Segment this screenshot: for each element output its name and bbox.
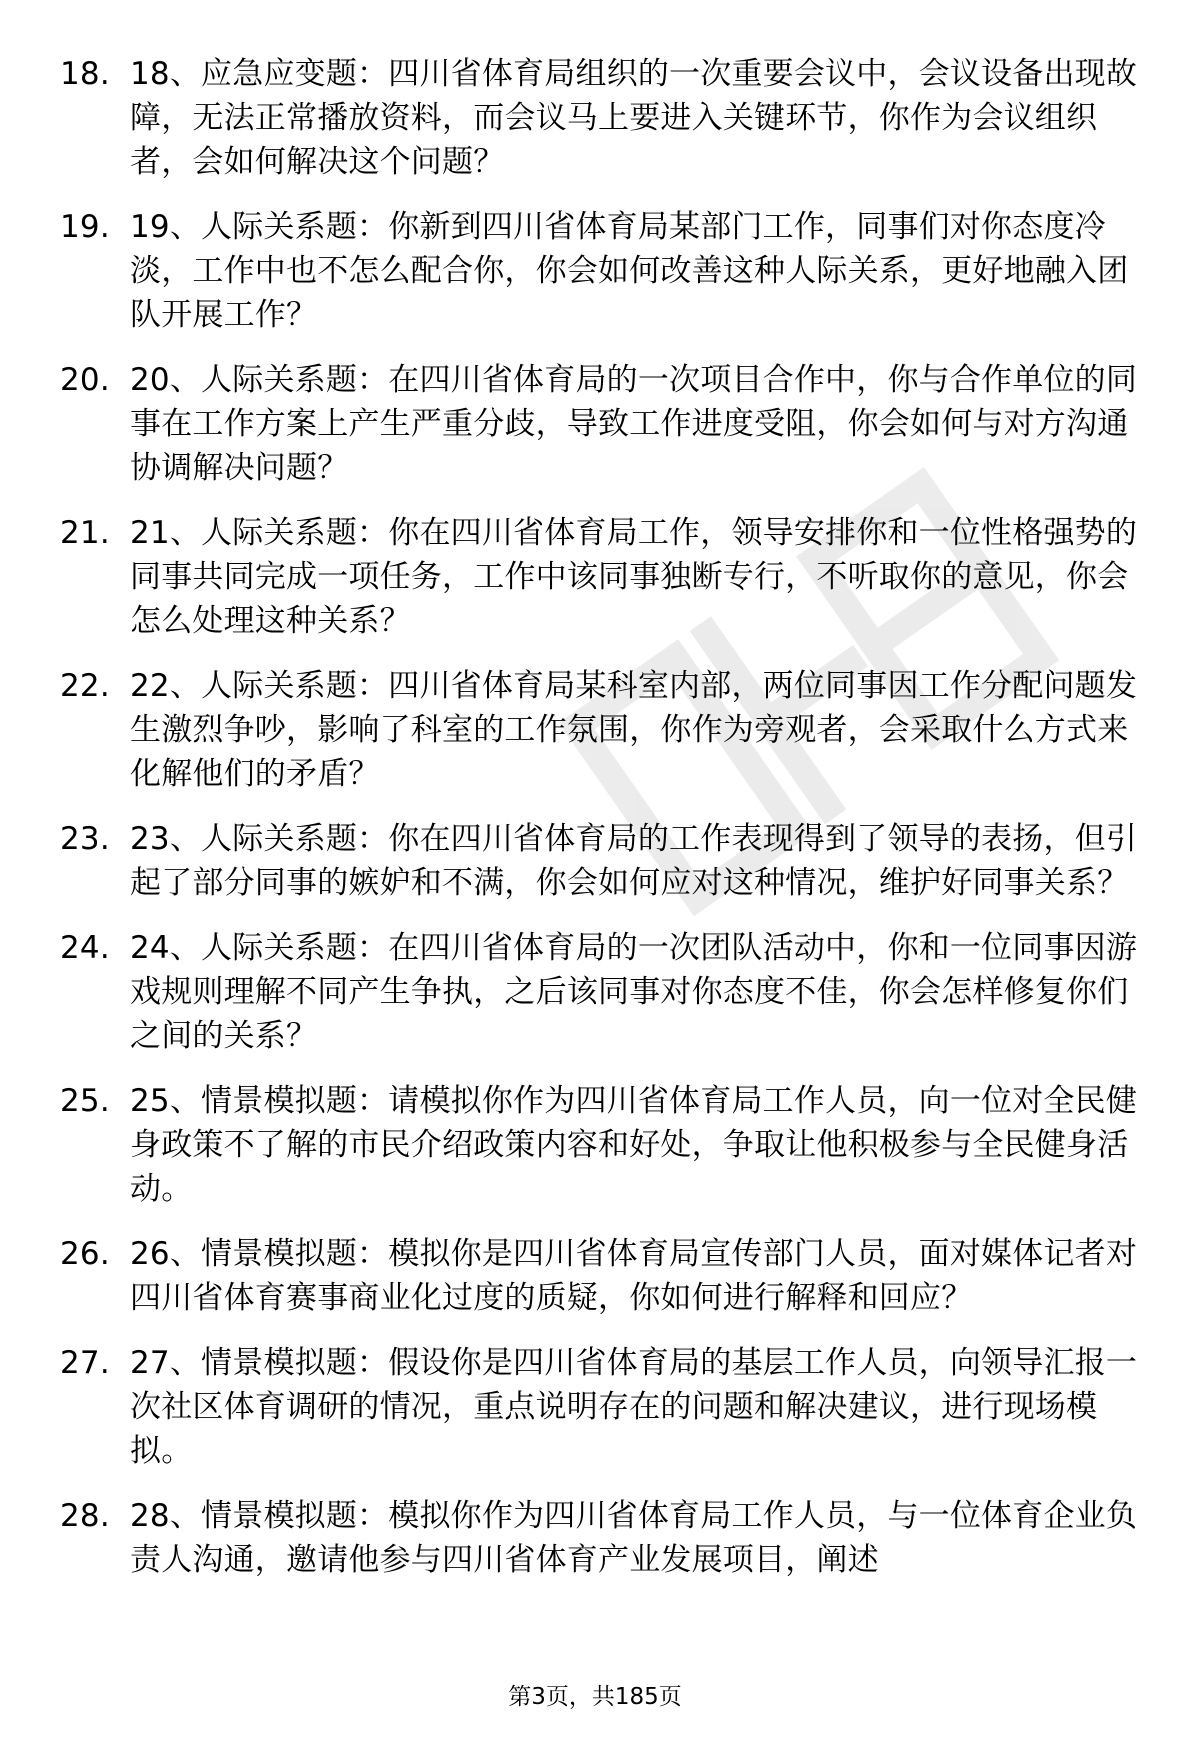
- question-text: 26、情景模拟题：模拟你是四川省体育局宣传部门人员，面对媒体记者对四川省体育赛事商业化过度的质疑，你如何进行解释和回应？: [130, 1236, 1138, 1316]
- question-text: 18、应急应变题：四川省体育局组织的一次重要会议中，会议设备出现故障，无法正常播放资料，而会议马上要进入关键环节，你作为会议组织者，会如何解决这个问题？: [130, 56, 1138, 180]
- question-number: 28.: [60, 1498, 110, 1534]
- question-text: 25、情景模拟题：请模拟你作为四川省体育局工作人员，向一位对全民健身政策不了解的市民介绍政策内容和好处，争取让他积极参与全民健身活动。: [130, 1083, 1138, 1207]
- question-text: 27、情景模拟题：假设你是四川省体育局的基层工作人员，向领导汇报一次社区体育调研的情况，重点说明存在的问题和解决建议，进行现场模拟。: [130, 1345, 1138, 1469]
- question-item: [60, 1494, 1150, 1582]
- question-text: 19、人际关系题：你新到四川省体育局某部门工作，同事们对你态度冷淡，工作中也不怎么配合你，你会如何改善这种人际关系，更好地融入团队开展工作？: [130, 209, 1129, 333]
- question-number: 27.: [60, 1345, 110, 1381]
- question-item: [60, 817, 1150, 905]
- question-item: [60, 358, 1150, 490]
- question-text: 20、人际关系题：在四川省体育局的一次项目合作中，你与合作单位的同事在工作方案上产生严重分歧，导致工作进度受阻，你会如何与对方沟通协调解决问题？: [130, 362, 1138, 486]
- question-text: 22、人际关系题：四川省体育局某科室内部，两位同事因工作分配问题发生激烈争吵，影响了科室的工作氛围，你作为旁观者，会采取什么方式来化解他们的矛盾？: [130, 668, 1138, 792]
- question-item: [60, 664, 1150, 796]
- question-number: 25.: [60, 1083, 110, 1119]
- question-item: [60, 205, 1150, 337]
- question-number: 22.: [60, 668, 110, 704]
- question-text: 21、人际关系题：你在四川省体育局工作，领导安排你和一位性格强势的同事共同完成一项任务，工作中该同事独断专行，不听取你的意见，你会怎么处理这种关系？: [130, 515, 1138, 639]
- question-text: 28、情景模拟题：模拟你作为四川省体育局工作人员，与一位体育企业负责人沟通，邀请他参与四川省体育产业发展项目，阐述: [130, 1498, 1138, 1578]
- question-item: [60, 926, 1150, 1058]
- question-number: 19.: [60, 209, 110, 245]
- question-number: 21.: [60, 515, 110, 551]
- question-text: 24、人际关系题：在四川省体育局的一次团队活动中，你和一位同事因游戏规则理解不同产生争执，之后该同事对你态度不佳，你会怎样修复你们之间的关系？: [130, 930, 1138, 1054]
- question-number: 26.: [60, 1236, 110, 1272]
- question-item: [60, 1341, 1150, 1473]
- question-number: 24.: [60, 930, 110, 966]
- question-number: 23.: [60, 821, 110, 857]
- question-item: [60, 1079, 1150, 1211]
- question-item: [60, 52, 1150, 184]
- question-item: [60, 1232, 1150, 1320]
- question-number: 18.: [60, 56, 110, 92]
- page-footer: 第3页，共185页: [508, 1684, 682, 1710]
- question-number: 20.: [60, 362, 110, 398]
- question-text: 23、人际关系题：你在四川省体育局的工作表现得到了领导的表扬，但引起了部分同事的嫉妒和不满，你会如何应对这种情况，维护好同事关系？: [130, 821, 1138, 901]
- question-list: [60, 52, 1150, 1603]
- question-item: [60, 511, 1150, 643]
